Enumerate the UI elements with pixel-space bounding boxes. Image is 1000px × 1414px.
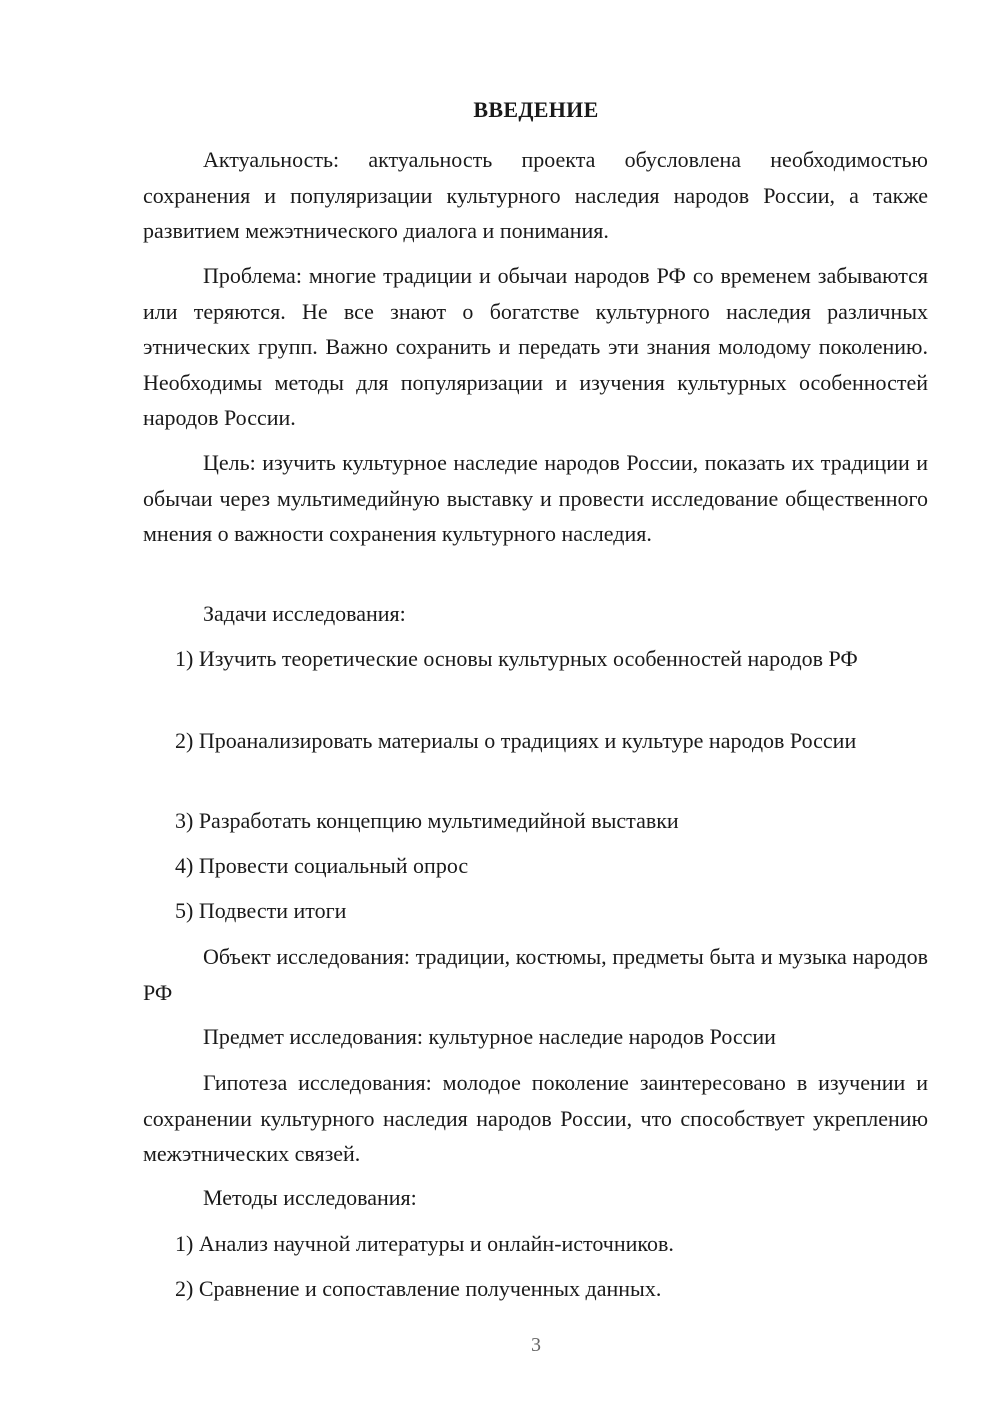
task-item-4: 4) Провести социальный опрос bbox=[175, 853, 469, 878]
tasks-heading: Задачи исследования: bbox=[203, 601, 406, 626]
hypothesis-paragraph: Гипотеза исследования: молодое поколение заинтересовано в изучении и сохранении культурного наследия народов России, что способствует укреплению межэтнических связей. bbox=[143, 1070, 928, 1166]
task-item-5: 5) Подвести итоги bbox=[175, 898, 347, 923]
task-item-2: 2) Проанализировать материалы о традициях и культуре народов России bbox=[175, 728, 857, 753]
problem-paragraph: Проблема: многие традиции и обычаи народов РФ со временем забываются или теряются. Не все знают о богатстве культурного наследия различных этнических групп. Важно сохранить и передать эти знания молодому поколению. Необходимы методы для популяризации и изучения культурных особенностей народов России. bbox=[143, 263, 928, 430]
method-item-2: 2) Сравнение и сопоставление полученных данных. bbox=[175, 1276, 662, 1301]
page-title: ВВЕДЕНИЕ bbox=[473, 97, 599, 122]
task-item-1: 1) Изучить теоретические основы культурных особенностей народов РФ bbox=[175, 646, 858, 671]
method-item-1: 1) Анализ научной литературы и онлайн-источников. bbox=[175, 1231, 674, 1256]
task-item-3: 3) Разработать концепцию мультимедийной выставки bbox=[175, 808, 679, 833]
page-number: 3 bbox=[531, 1334, 541, 1356]
object-paragraph: Объект исследования: традиции, костюмы, предметы быта и музыка народов РФ bbox=[143, 944, 928, 1005]
subject-paragraph: Предмет исследования: культурное наследие народов России bbox=[203, 1024, 776, 1049]
goal-paragraph: Цель: изучить культурное наследие народов России, показать их традиции и обычаи через мультимедийную выставку и провести исследование общественного мнения о важности сохранения культурного наследия. bbox=[143, 450, 928, 546]
methods-heading: Методы исследования: bbox=[203, 1185, 417, 1210]
relevance-paragraph: Актуальность: актуальность проекта обусловлена необходимостью сохранения и популяризации культурного наследия народов России, а также развитием межэтнического диалога и понимания. bbox=[143, 147, 928, 243]
